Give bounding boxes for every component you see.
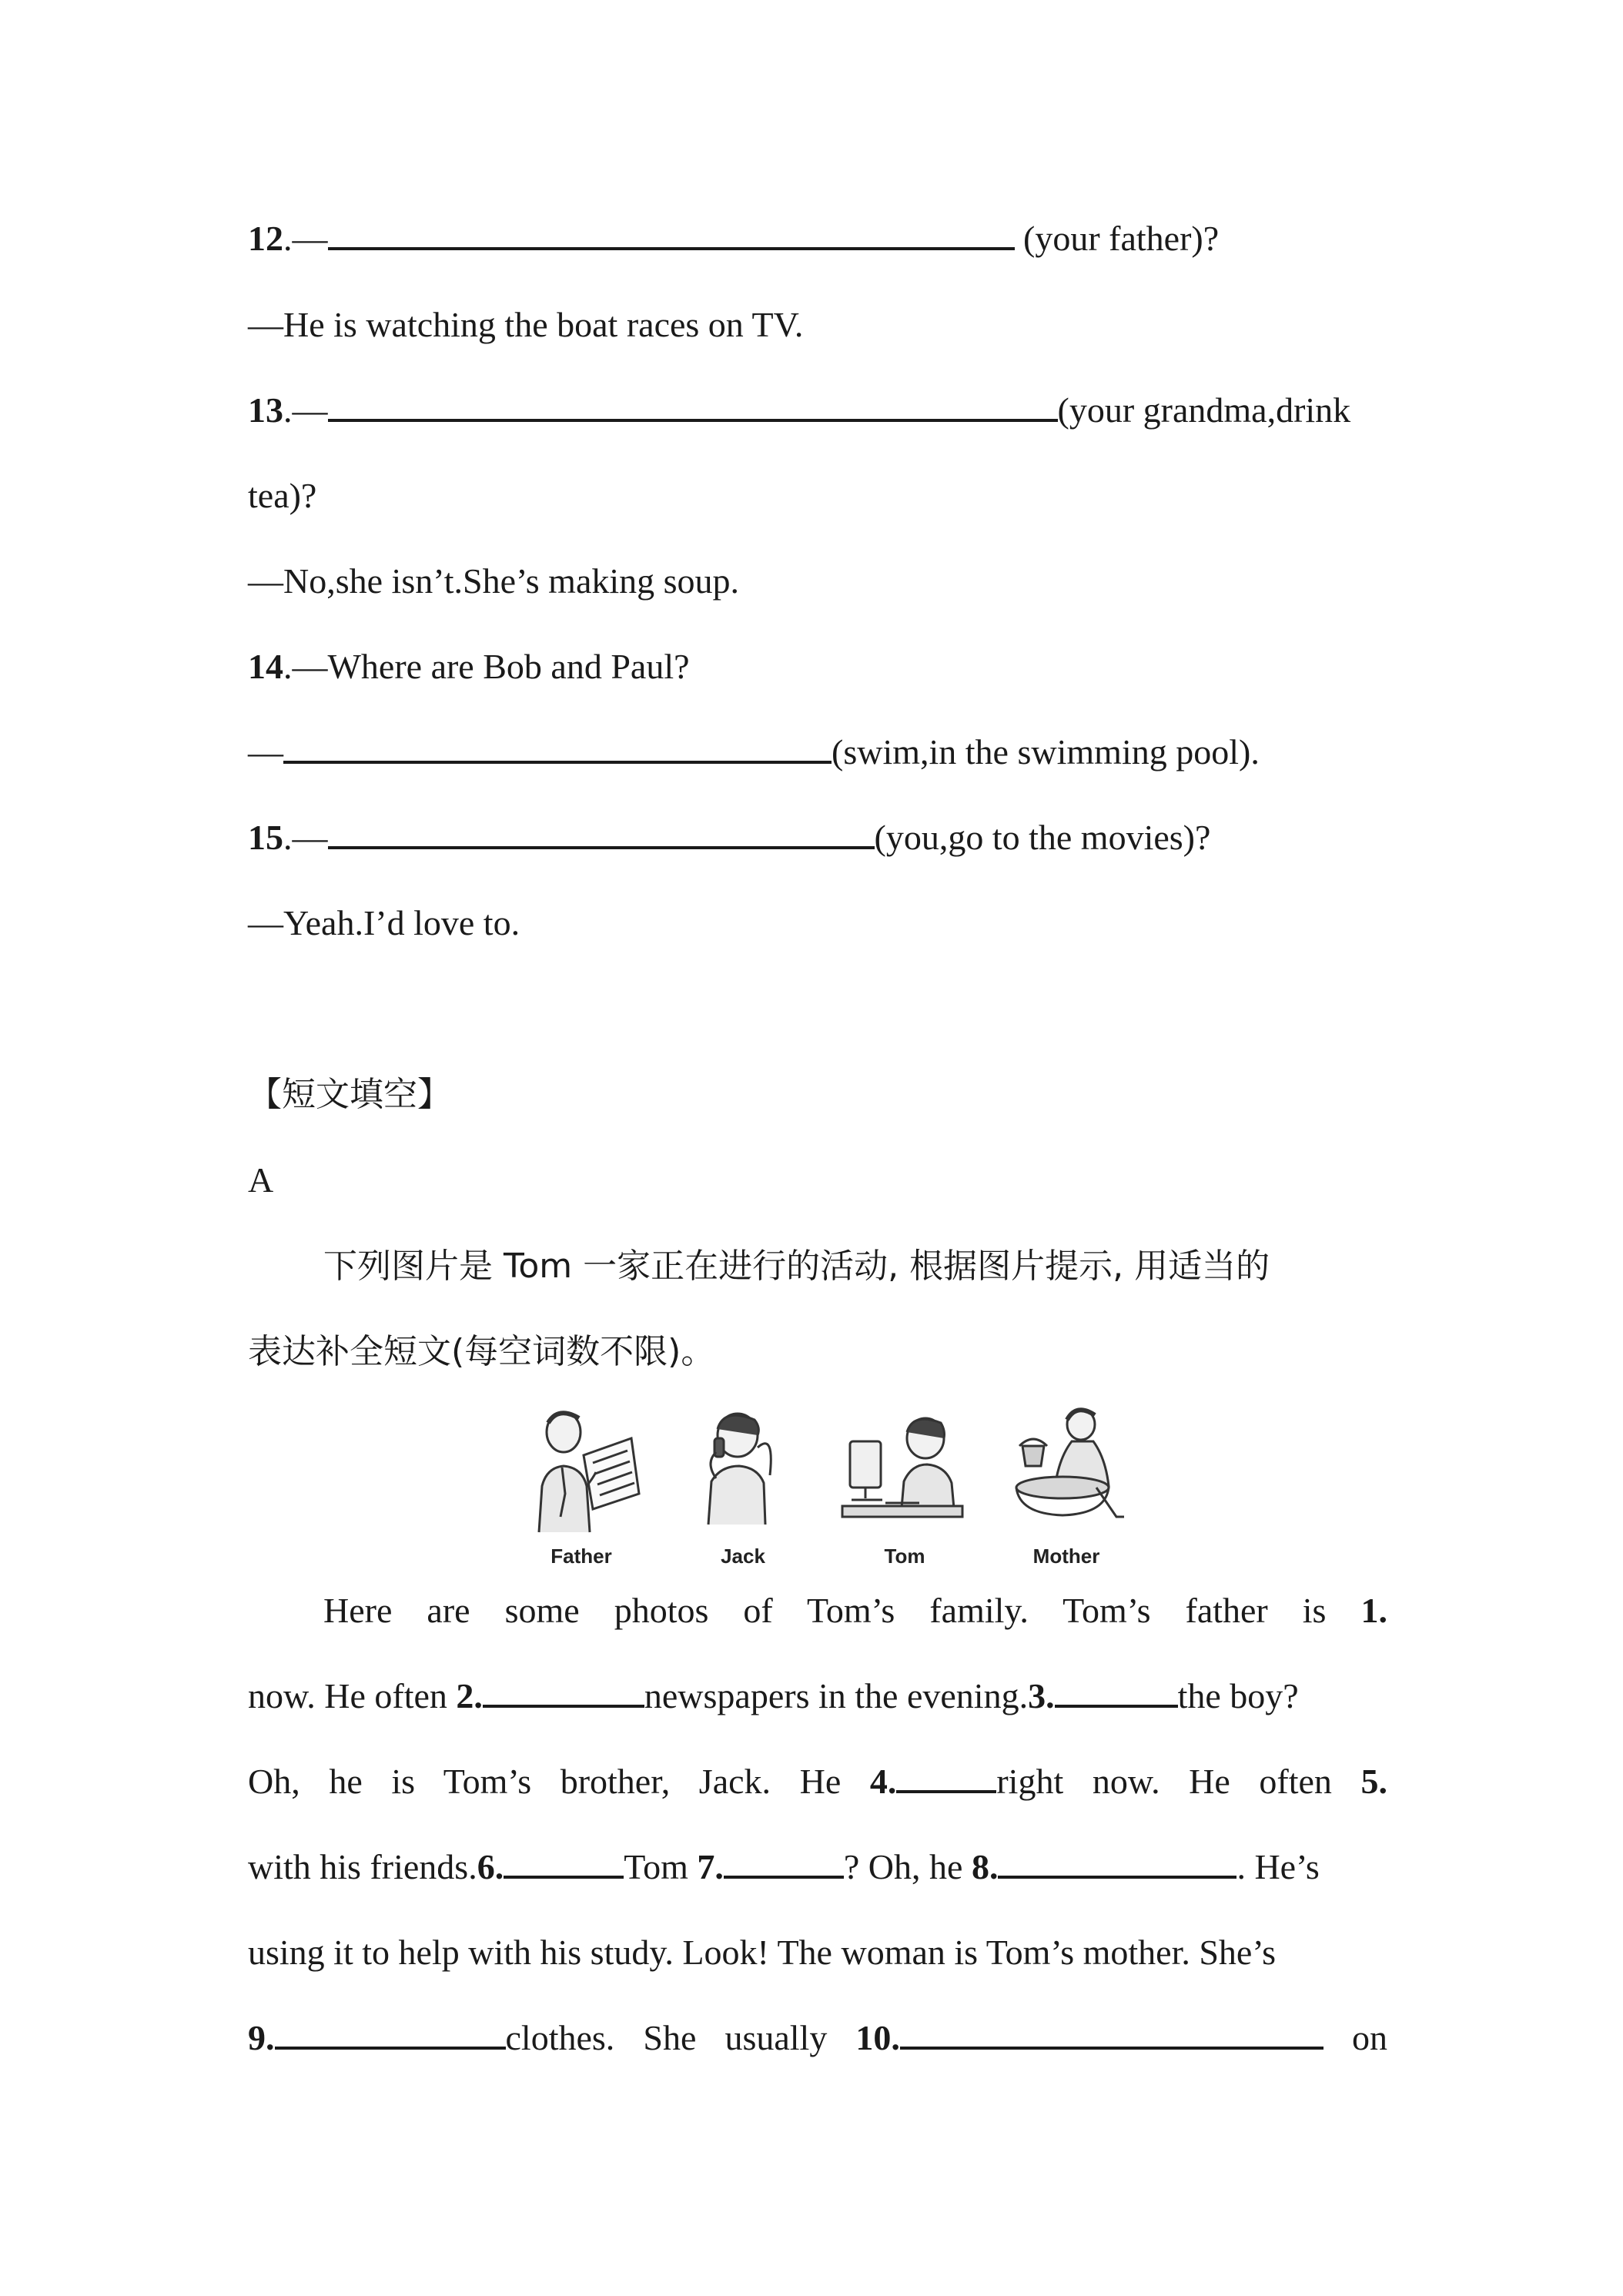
- passage-text: on: [1352, 2018, 1387, 2057]
- passage-text: ? Oh, he: [843, 1847, 963, 1886]
- dash: .—: [283, 647, 328, 686]
- question-15-answer: —Yeah.I’d love to.: [248, 903, 520, 942]
- question-13-answer: —No,she isn’t.She’s making soup.: [248, 561, 740, 601]
- blank-number: 3: [1028, 1676, 1046, 1715]
- question-number: 14: [248, 647, 283, 686]
- passage-text: . He’s: [1236, 1847, 1320, 1886]
- passage-text: now. He often: [248, 1676, 447, 1715]
- question-number: 13: [248, 390, 283, 430]
- passage-line-6: 9. clothes. She usually 10. on: [248, 2015, 1387, 2061]
- passage-line-1: Here are some photos of Tom’s family. Tom’s father is 1.: [323, 1591, 1387, 1630]
- passage-text: Oh, he is Tom’s brother, Jack. He: [248, 1762, 842, 1801]
- answer-blank[interactable]: [483, 1674, 644, 1708]
- blank-number: 6: [477, 1847, 495, 1886]
- blank-number: 7: [697, 1847, 715, 1886]
- question-12-answer: —He is watching the boat races on TV.: [248, 305, 804, 344]
- answer-blank[interactable]: [998, 1845, 1236, 1879]
- hint-text: (you,go to the movies)?: [874, 818, 1211, 857]
- blank-number: 8: [971, 1847, 989, 1886]
- passage-line-4: with his friends.6. Tom 7. ? Oh, he 8. . He’s: [248, 1844, 1387, 1890]
- question-14: [248, 644, 1387, 690]
- blank-number: 1: [1360, 1591, 1379, 1630]
- question-13-hint-cont: tea)?: [248, 476, 317, 515]
- hint-text: (swim,in the swimming pool).: [832, 732, 1260, 771]
- answer-blank[interactable]: [275, 2016, 506, 2050]
- picture-father: [516, 1401, 647, 1571]
- dash: —: [248, 732, 283, 771]
- answer-blank[interactable]: [328, 388, 1058, 422]
- passage-line-2: now. He often 2. newspapers in the evening.3. the boy?: [248, 1673, 1387, 1719]
- question-13: [248, 387, 1387, 433]
- blank-number: 4: [869, 1762, 888, 1801]
- question-14-answer: [248, 729, 1387, 775]
- dash: .—: [283, 390, 328, 430]
- answer-blank[interactable]: [1055, 1674, 1178, 1708]
- picture-label: Jack: [721, 1545, 765, 1568]
- boy-on-phone-icon: [678, 1401, 808, 1540]
- blank-number: 5: [1360, 1762, 1379, 1801]
- answer-blank[interactable]: [724, 1845, 844, 1879]
- dash: .—: [283, 219, 328, 258]
- picture-label: Father: [550, 1545, 612, 1568]
- answer-blank[interactable]: [328, 815, 875, 849]
- passage-text: clothes. She usually: [505, 2018, 828, 2057]
- passage-line-5: using it to help with his study. Look! The woman is Tom’s mother. She’s: [248, 1933, 1277, 1972]
- dash: .—: [283, 818, 328, 857]
- picture-jack: [678, 1401, 808, 1571]
- woman-washing-clothes-icon: [1001, 1401, 1132, 1540]
- hint-text: (your father)?: [1014, 219, 1220, 258]
- passage-text: Here are some photos of Tom’s family. Tom’s father is: [323, 1591, 1327, 1630]
- question-number: 12: [248, 219, 283, 258]
- passage-text: Tom: [624, 1847, 688, 1886]
- passage-text: with his friends.: [248, 1847, 477, 1886]
- part-label: A: [248, 1160, 274, 1200]
- question-number: 15: [248, 818, 283, 857]
- blank-number: 9: [248, 2018, 266, 2057]
- picture-tom: [839, 1401, 970, 1571]
- answer-blank[interactable]: [900, 2016, 1323, 2050]
- picture-label: Tom: [884, 1545, 925, 1568]
- man-reading-newspaper-icon: [516, 1401, 647, 1540]
- boy-at-computer-icon: [839, 1401, 970, 1540]
- answer-blank[interactable]: [328, 216, 1015, 250]
- hint-text: (your grandma,drink: [1057, 390, 1351, 430]
- instruction-line-1: 下列图片是 Tom 一家正在进行的活动, 根据图片提示, 用适当的: [323, 1247, 1270, 1286]
- passage-text: the boy?: [1177, 1676, 1299, 1715]
- blank-number: 2: [456, 1676, 474, 1715]
- section-title: 【短文填空】: [248, 1075, 451, 1114]
- answer-blank[interactable]: [283, 730, 832, 764]
- passage-text: newspapers in the evening.: [644, 1676, 1029, 1715]
- blank-number: 10: [855, 2018, 892, 2057]
- instruction-line-2: 表达补全短文(每空词数不限)。: [248, 1332, 715, 1371]
- passage-text: right now. He often: [996, 1762, 1332, 1801]
- question-15: [248, 815, 1387, 861]
- picture-mother: [1001, 1401, 1132, 1571]
- passage-line-3: Oh, he is Tom’s brother, Jack. He 4. right now. He often 5.: [248, 1759, 1387, 1805]
- question-12: [248, 216, 1387, 262]
- question-text: Where are Bob and Paul?: [327, 647, 690, 686]
- picture-label: Mother: [1032, 1545, 1100, 1568]
- answer-blank[interactable]: [896, 1759, 996, 1793]
- answer-blank[interactable]: [504, 1845, 624, 1879]
- family-pictures: [516, 1401, 1124, 1571]
